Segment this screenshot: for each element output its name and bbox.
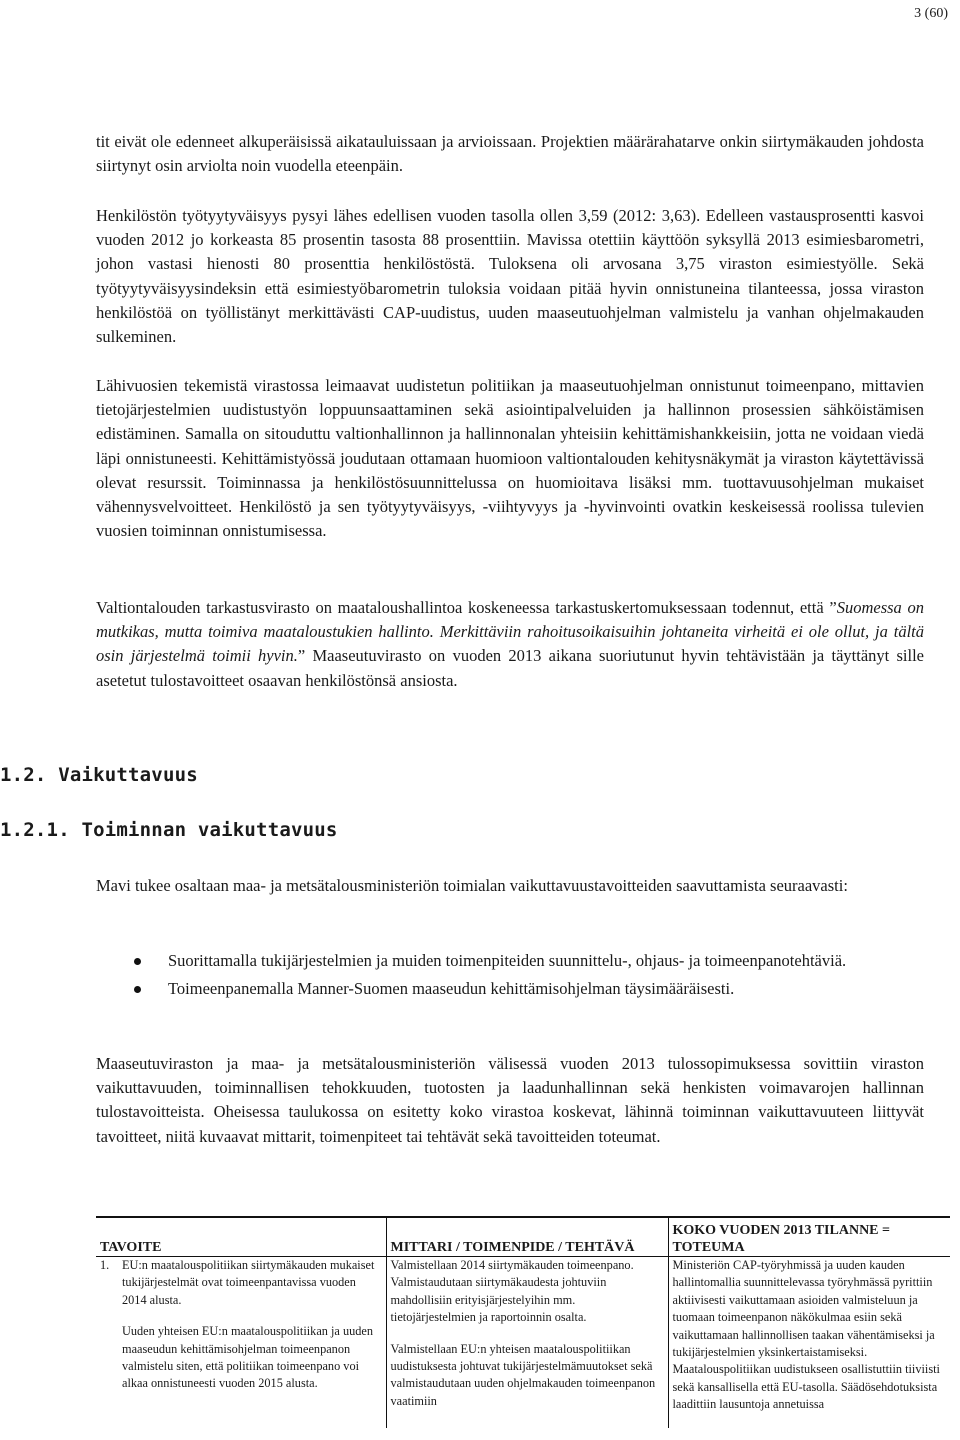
bullet-list <box>96 949 924 1005</box>
goal-number: 1. <box>100 1258 110 1272</box>
result-cell: Ministeriön CAP-työryhmissä ja uuden kauden hallintomallia suunnittelevassa työryhmässä pyrittiin aktiivisesti vaikuttamaan asioiden valmisteluun ja tuomaan toimeenpanon näkökulmaa esiin sekä vaikuttamaan hallinnollisen taakan vähentämiseksi ja tukijärjestelmien yksinkertaistamiseksi. Maatalouspolitiikan uudistukseen osallistuttiin tiiviisti sekä kansallisella että EU-tasolla. Säädösehdotuksista laadittiin lausuntoja annetuissa <box>672 1258 940 1412</box>
page-number: 3 (60) <box>914 6 948 21</box>
paragraph-job-satisfaction: Henkilöstön työtyytyväisyys pysyi lähes edellisen vuoden tasolla ollen 3,59 (2012: 3,63). Edelleen vastausprosentti kasvoi vuoden 2012 jo korkeasta 85 prosentin tasosta 88 prosenttiin. Mavissa otettiin käyttöön syksyllä 2013 esimiesbarometri, johon vastasi hienosti 80 prosenttia henkilöstöstä. Tuloksena oli arvosana 3,75 viraston esimiestyölle. Sekä työtyytyväisyysindeksin että esimiestyöbarometrin tuloksia voidaan pitää hyvin onnistuneina tilanteessa, jossa viraston henkilöstöä on työllistänyt merkittävästi CAP-uudistus, uuden maaseutuohjelman valmistelu ja vanhan ohjelmakauden sulkeminen. <box>96 206 924 347</box>
paragraph-projects: tit eivät ole edenneet alkuperäisissä aikatauluissaan ja arvioissaan. Projektien määrärahatarve onkin siirtymäkauden johdosta siirtynyt osin arviolta noin vuodella eteenpäin. <box>96 132 924 176</box>
header-measure: MITTARI / TOIMENPIDE / TEHTÄVÄ <box>386 1217 668 1257</box>
audit-quote: Suomessa on mutkikas, mutta toimiva maataloustukien hallinto. Merkittäviin rahoitusoikaisuihin johtaneita virheitä ei ole ollut, ja tältä osin järjestelmä toimii hyvin. <box>96 598 924 666</box>
header-result: KOKO VUODEN 2013 TILANNE = TOTEUMA <box>668 1217 950 1257</box>
paragraph-coming-years: Lähivuosien tekemistä virastossa leimaavat uudistetun politiikan ja maaseutuohjelman onnistunut toimeenpano, mittavien tietojärjestelmien uudistustyön loppuunsaattaminen sekä asiointipalveluiden ja hallinnon prosessien sähköistämisen edistäminen. Samalla on sitouduttu valtionhallinnon ja hallinnonalan yhteisiin kehittämishankkeisiin, jotta ne voidaan viedä läpi onnistuneesti. Kehittämistyössä joudutaan ottamaan huomioon valtiontalouden kehitysnäkymät ja viraston käytettävissä olevat resurssit. Toiminnassa ja henkilöstösuunnittelussa on huomioitava lisäksi mm. tuottavuusohjelman mukaiset vähennysvelvoitteet. Henkilöstö ja sen työtyytyväisyys, -viihtyvyys ja -hyvinvointi ovatkin keskeisessä roolissa tulevien vuosien toiminnan onnistumisessa. <box>96 376 924 541</box>
header-goal: TAVOITE <box>96 1217 386 1257</box>
goals-table <box>96 1216 950 1428</box>
paragraph-audit-office: Valtiontalouden tarkastusvirasto on maataloushallintoa koskeneessa tarkastuskertomuksessaan todennut, että ”Suomessa on mutkikas, mutta toimiva maataloustukien hallinto. Merkittäviin rahoitusoikaisuihin johtaneita virheitä ei ole ollut, ja tältä osin järjestelmä toimii hyvin.” Maaseutuvirasto on vuoden 2013 aikana suoriutunut hyvin tehtävistään ja täyttänyt sille asetetut tulostavoitteet osaavan henkilöstönsä ansiosta. <box>96 598 925 690</box>
measure-cell: Valmistellaan 2014 siirtymäkauden toimeenpano. Valmistaudutaan siirtymäkaudesta johtuviin mahdollisiin erityisjärjestelyihin mm. tietojärjestelmien ja raportoinnin osalta. Valmistellaan EU:n yhteisen maatalouspolitiikan uudistuksesta johtuvat tukijärjestelmämuutokset sekä valmistaudutaan uuden ohjelmakauden toimeenpanon vaatimiin <box>386 1257 668 1428</box>
bullet-icon <box>134 958 141 965</box>
table-row <box>96 1257 950 1428</box>
section-heading: 1.2. Vaikuttavuus <box>0 764 198 786</box>
list-item: Suorittamalla tukijärjestelmien ja muiden toimenpiteiden suunnittelu-, ohjaus- ja toimeenpanotehtäviä. <box>96 949 924 973</box>
table-header-row <box>96 1217 950 1257</box>
bullet-icon <box>134 986 141 993</box>
paragraph-performance-agreement: Maaseutuviraston ja maa- ja metsätalousministeriön välisessä vuoden 2013 tulossopimuksessa sovittiin viraston vaikuttavuuden, toiminnallisen tehokkuuden, tuotosten ja laadunhallinnan sekä henkisten voimavarojen hallinnan tulostavoitteista. Oheisessa taulukossa on esitetty koko virastoa koskevat, lähinnä toiminnan vaikuttavuuteen liittyvät tavoitteet, niitä kuvaavat mittarit, toimenpiteet tai tehtävät sekä tavoitteiden toteumat. <box>96 1054 924 1146</box>
goal-detail: Uuden yhteisen EU:n maatalouspolitiikan ja uuden maaseudun kehittämisohjelman toimeenpanon valmistelu siten, että politiikan toimeenpano voi alkaa onnistuneesti vuoden 2015 alusta. <box>122 1324 374 1391</box>
subsection-heading: 1.2.1. Toiminnan vaikuttavuus <box>0 819 338 841</box>
goal-cell: 1. EU:n maatalouspolitiikan siirtymäkauden mukaiset tukijärjestelmät ovat toimeenpantavissa vuoden 2014 alusta. Uuden yhteisen EU:n maatalouspolitiikan ja uuden maaseudun kehittämisohjelman toimeenpanon valmistelu siten, että politiikan toimeenpano voi alkaa onnistuneesti vuoden 2015 alusta. <box>96 1257 386 1428</box>
paragraph-mavi-support: Mavi tukee osaltaan maa- ja metsätalousministeriön toimialan vaikuttavuustavoitteiden saavuttamista seuraavasti: <box>96 876 848 895</box>
list-item: Toimeenpanemalla Manner-Suomen maaseudun kehittämisohjelman täysimääräisesti. <box>96 977 924 1001</box>
